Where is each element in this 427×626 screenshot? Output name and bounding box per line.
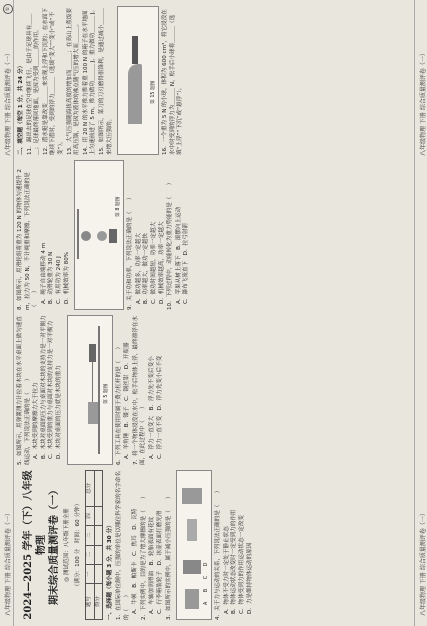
question: 15．如图所示，菜刀的刀刃磨得很锋利，是通过减小＿＿＿来增大压强的。 bbox=[98, 8, 113, 155]
column-3 bbox=[16, 160, 411, 310]
movable-pulley bbox=[97, 231, 107, 241]
header-right-text: 八年级物理 下册 综合质量测评卷（一） bbox=[5, 50, 12, 156]
question: 3．如图所示的实例中，属于减小压强的是（ ） bbox=[165, 493, 172, 620]
score-header: 总分 bbox=[86, 471, 95, 507]
score-header: 三 bbox=[86, 526, 95, 545]
question-options: D．力是维持物体运动的原因 bbox=[246, 542, 253, 614]
question: 1．在国际单位制中，压强的单位是以哪位科学家的名字命名的（ ） bbox=[115, 471, 130, 620]
question-options: B．动滑轮重为 30 N bbox=[48, 251, 55, 304]
figure-caption: 第 15 题图 bbox=[150, 80, 156, 104]
question: 16．一个重为 5 N 的小球，体积为 600 cm³，将它浸没在水中时受到的浮力为＿＿＿ N，松手后小球将＿＿＿（选填“上浮”“下沉”或“悬浮”）。 bbox=[162, 9, 184, 155]
question: 2．下列实例中，目的是为了增大摩擦的是（ ） bbox=[140, 493, 147, 620]
load-weight bbox=[109, 229, 117, 243]
question: 14．用 20 N 的水平推力推着重 100 N 的箱子在水平地面上匀速前进了 5 m，推力做功＿＿＿ J，重力做功＿＿＿ J。 bbox=[82, 6, 97, 155]
figure-caption: 第 8 题图 bbox=[115, 196, 121, 217]
question-options: D．机械效率越高，功率一定越大 bbox=[158, 221, 165, 304]
question: 11．踢出去的足球在空中继续飞行，是由于足球具有＿＿＿；足球最终落回地面，是因为受到＿＿＿的作用。 bbox=[26, 13, 41, 155]
score-header: 四 bbox=[86, 506, 95, 525]
question-options: A．木块受到的摩擦力大于拉力 bbox=[33, 382, 40, 459]
score-cell[interactable] bbox=[94, 564, 103, 583]
question: 4．关于力与运动的关系，下列说法正确的是（ ） bbox=[215, 487, 222, 620]
score-header: 一 bbox=[86, 564, 95, 583]
question-options: B．功率越大，做功一定越快 bbox=[143, 233, 150, 304]
question-options: C．木块受到的重力与桌面对木块的支持力是一对平衡力 bbox=[48, 320, 55, 459]
question-options: C．行李箱装轮子 D．冰壶表面打磨光滑 bbox=[156, 510, 163, 614]
wood-block bbox=[88, 402, 98, 424]
figure-q8 bbox=[74, 160, 124, 310]
question-options: A．车轴加润滑油 B．轮胎表面有花纹 bbox=[149, 516, 156, 614]
question-options: C．做功时间越短，功率一定越大 bbox=[150, 221, 157, 304]
question: 7．将一个物体浸没在水中，松手后物体上浮，最终漂浮在水面，在此过程中（ ） bbox=[132, 316, 147, 465]
question: 10．下列过程中，动能转化为重力势能的是（ ） bbox=[167, 179, 174, 310]
exam-meta: （满分：100 分 时间：60 分钟） bbox=[74, 500, 81, 590]
score-cell[interactable] bbox=[94, 506, 103, 525]
question: 6．下列工具在使用时属于费力杠杆的是（ ） bbox=[115, 343, 122, 465]
pull-string bbox=[92, 362, 93, 402]
question-options: B．木块对桌面的压力与桌面对木块的支持力是一对平衡力 bbox=[40, 315, 47, 459]
footer-left-text: 八年级物理 下册 综合质量测评卷（一） bbox=[420, 510, 427, 616]
question-options: C．有用功为 240 J bbox=[55, 256, 62, 304]
figure-q15 bbox=[117, 6, 159, 155]
ceiling-beam bbox=[77, 209, 79, 259]
fixed-pulley bbox=[81, 231, 91, 241]
exam-title-line2: 期末综合质量测评卷（一） bbox=[49, 485, 60, 605]
figure-q5 bbox=[67, 315, 113, 465]
question: 13．大气压强随海拔高度的增加而＿＿＿；在高山上煮饭要用高压锅，是因为液体的沸点随气压的增大而＿＿＿。 bbox=[66, 8, 81, 155]
question-options: C．浮力一直不变 D．浮力先变小后不变 bbox=[156, 355, 163, 459]
question: 8．如图所示，用滑轮组将重为 120 N 的物体匀速提升 2 m，拉力为 50 N，不计绳重和摩擦，下列说法正确的是（ ） bbox=[17, 169, 39, 310]
header-left-text: 八年级物理 下册 综合质量测评卷（一） bbox=[5, 510, 12, 616]
question-options: C．物体受到力的作用运动状态一定改变 bbox=[238, 514, 245, 614]
score-table bbox=[85, 470, 103, 620]
figure-caption: 第 5 题图 bbox=[103, 383, 109, 404]
footer-strip bbox=[414, 0, 427, 626]
score-header: 题号 bbox=[86, 584, 95, 620]
score-header: 二 bbox=[86, 545, 95, 564]
exam-title-line1: 2024—2025 学年（下）八年级物理 bbox=[23, 470, 47, 620]
question: 9．关于功和功率，下列说法正确的是（ ） bbox=[127, 194, 134, 310]
section-heading: 一、选择题（每小题 3 分，共 30 分） bbox=[107, 522, 114, 620]
figure-caption: A B C D bbox=[203, 562, 209, 605]
figure-shape bbox=[185, 589, 199, 609]
question-options: A．物体不受力时一定处于静止状态 bbox=[223, 526, 230, 614]
figure-shape bbox=[182, 488, 202, 504]
question: 12．潜水艇是靠改变＿＿＿来实现上浮和下沉的；在水面下继续下潜时，受到的浮力＿＿＿（选填“变大”“变小”或“不变”）。 bbox=[42, 8, 64, 155]
column-4 bbox=[16, 6, 411, 155]
score-cell[interactable] bbox=[94, 545, 103, 564]
score-cell[interactable] bbox=[94, 526, 103, 545]
question-options: A．牛顿 B．帕斯卡 C．焦耳 D．瓦特 bbox=[132, 508, 139, 614]
spring-scale bbox=[89, 344, 96, 362]
footer-right-text: 八年级物理 下册 综合质量测评卷（一） bbox=[420, 50, 427, 156]
score-cell[interactable] bbox=[94, 471, 103, 507]
knife-handle bbox=[132, 36, 138, 64]
column-1 bbox=[16, 470, 411, 620]
column-2 bbox=[16, 315, 411, 465]
score-row-label: 得分 bbox=[94, 584, 103, 620]
figure-shape bbox=[187, 519, 197, 541]
question-options: A．浮力一直变大 B．浮力先不变后变小 bbox=[148, 356, 155, 459]
question-options: C．瀑布飞流直下 D．拉弓射箭 bbox=[183, 223, 190, 304]
question-options: A．绳子自由端移动 4 m bbox=[40, 242, 47, 304]
page-mark: ① bbox=[3, 4, 13, 14]
figure-q3 bbox=[176, 470, 212, 620]
test-scope: ◎ 测试范围：八年级下册全册 bbox=[64, 508, 70, 582]
figure-shape bbox=[183, 560, 201, 574]
question-options: A．苹果从树上落下 B．滚摆向上运动 bbox=[175, 206, 182, 304]
header-strip bbox=[0, 0, 14, 626]
question-options: A．做功越多，功率一定越大 bbox=[135, 233, 142, 304]
question: 5．如图所示，用弹簧测力计拉着木块在水平桌面上做匀速直线运动，下列说法正确的是（ ） bbox=[17, 316, 31, 465]
question-options: B．物体运动状态改变时一定受到力的作用 bbox=[231, 509, 238, 614]
section-heading: 二、填空题（每空 1 分，共 24 分） bbox=[18, 62, 24, 155]
question-options: A．羊角锤 B．镊子 C．钢丝钳 D．开瓶器 bbox=[124, 342, 131, 459]
content-columns bbox=[16, 6, 411, 620]
question-options: D．机械效率为 80% bbox=[63, 251, 70, 304]
question-options: D．木块对桌面的压力就是木块的重力 bbox=[55, 365, 62, 459]
table-surface bbox=[98, 326, 100, 454]
knife-blade bbox=[128, 64, 142, 124]
